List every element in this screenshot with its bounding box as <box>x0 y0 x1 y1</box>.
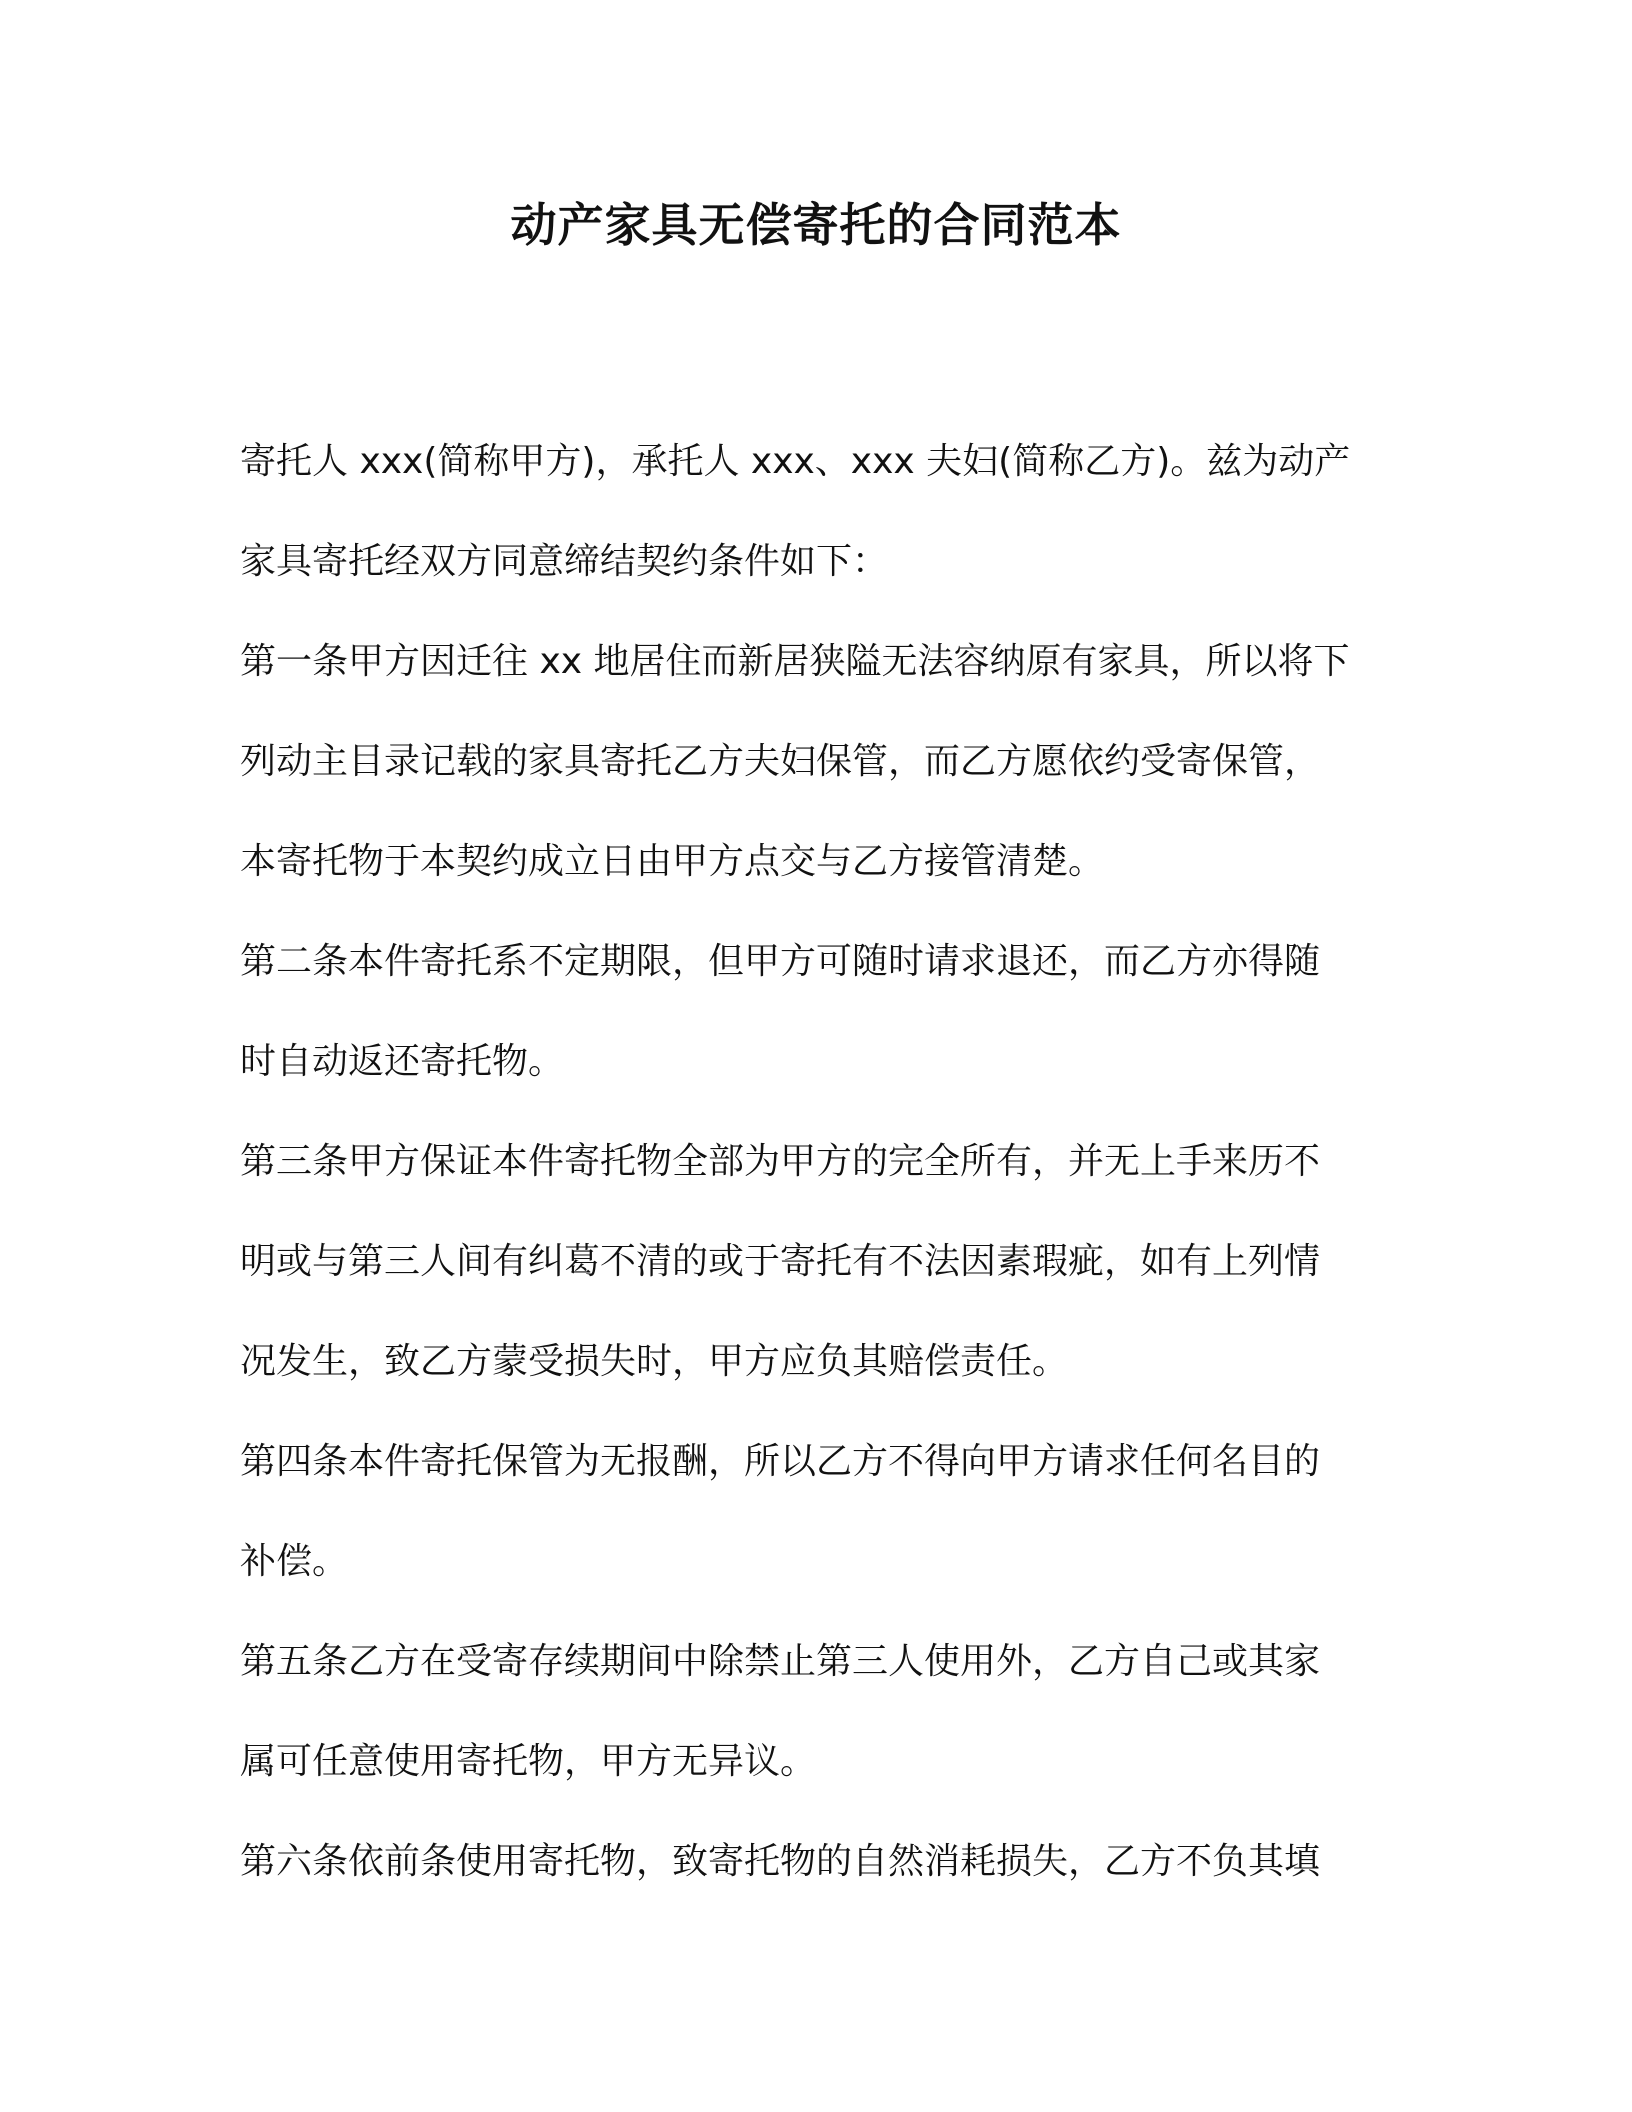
text-line: 列动主目录记载的家具寄托乙方夫妇保管，而乙方愿依约受寄保管， <box>240 741 1321 782</box>
text-line: 第五条乙方在受寄存续期间中除禁止第三人使用外，乙方自己或其家 <box>240 1641 1321 1682</box>
text-line: 第六条依前条使用寄托物，致寄托物的自然消耗损失，乙方不负其填 <box>240 1841 1321 1882</box>
text-line: 第四条本件寄托保管为无报酬，所以乙方不得向甲方请求任何名目的 <box>240 1441 1321 1482</box>
text-line: 第三条甲方保证本件寄托物全部为甲方的完全所有，并无上手来历不 <box>240 1141 1321 1182</box>
text-line: 补偿。 <box>240 1541 349 1582</box>
text-line: 本寄托物于本契约成立日由甲方点交与乙方接管清楚。 <box>240 841 1105 882</box>
text-line: 第一条甲方因迁往 xx 地居住而新居狭隘无法容纳原有家具，所以将下 <box>240 641 1350 682</box>
text-line: 明或与第三人间有纠葛不清的或于寄托有不法因素瑕疵，如有上列情 <box>240 1241 1321 1282</box>
text-line: 第二条本件寄托系不定期限，但甲方可随时请求退还，而乙方亦得随 <box>240 941 1321 982</box>
text-line: 况发生，致乙方蒙受损失时，甲方应负其赔偿责任。 <box>240 1341 1069 1382</box>
text-line: 时自动返还寄托物。 <box>240 1041 565 1082</box>
text-line: 寄托人 xxx(简称甲方)，承托人 xxx、xxx 夫妇(简称乙方)。兹为动产 <box>240 441 1351 482</box>
document-body <box>240 412 1380 1912</box>
text-line: 家具寄托经双方同意缔结契约条件如下： <box>240 541 889 582</box>
document-title: 动产家具无偿寄托的合同范本 <box>510 198 1122 252</box>
text-line: 属可任意使用寄托物，甲方无异议。 <box>240 1741 817 1782</box>
